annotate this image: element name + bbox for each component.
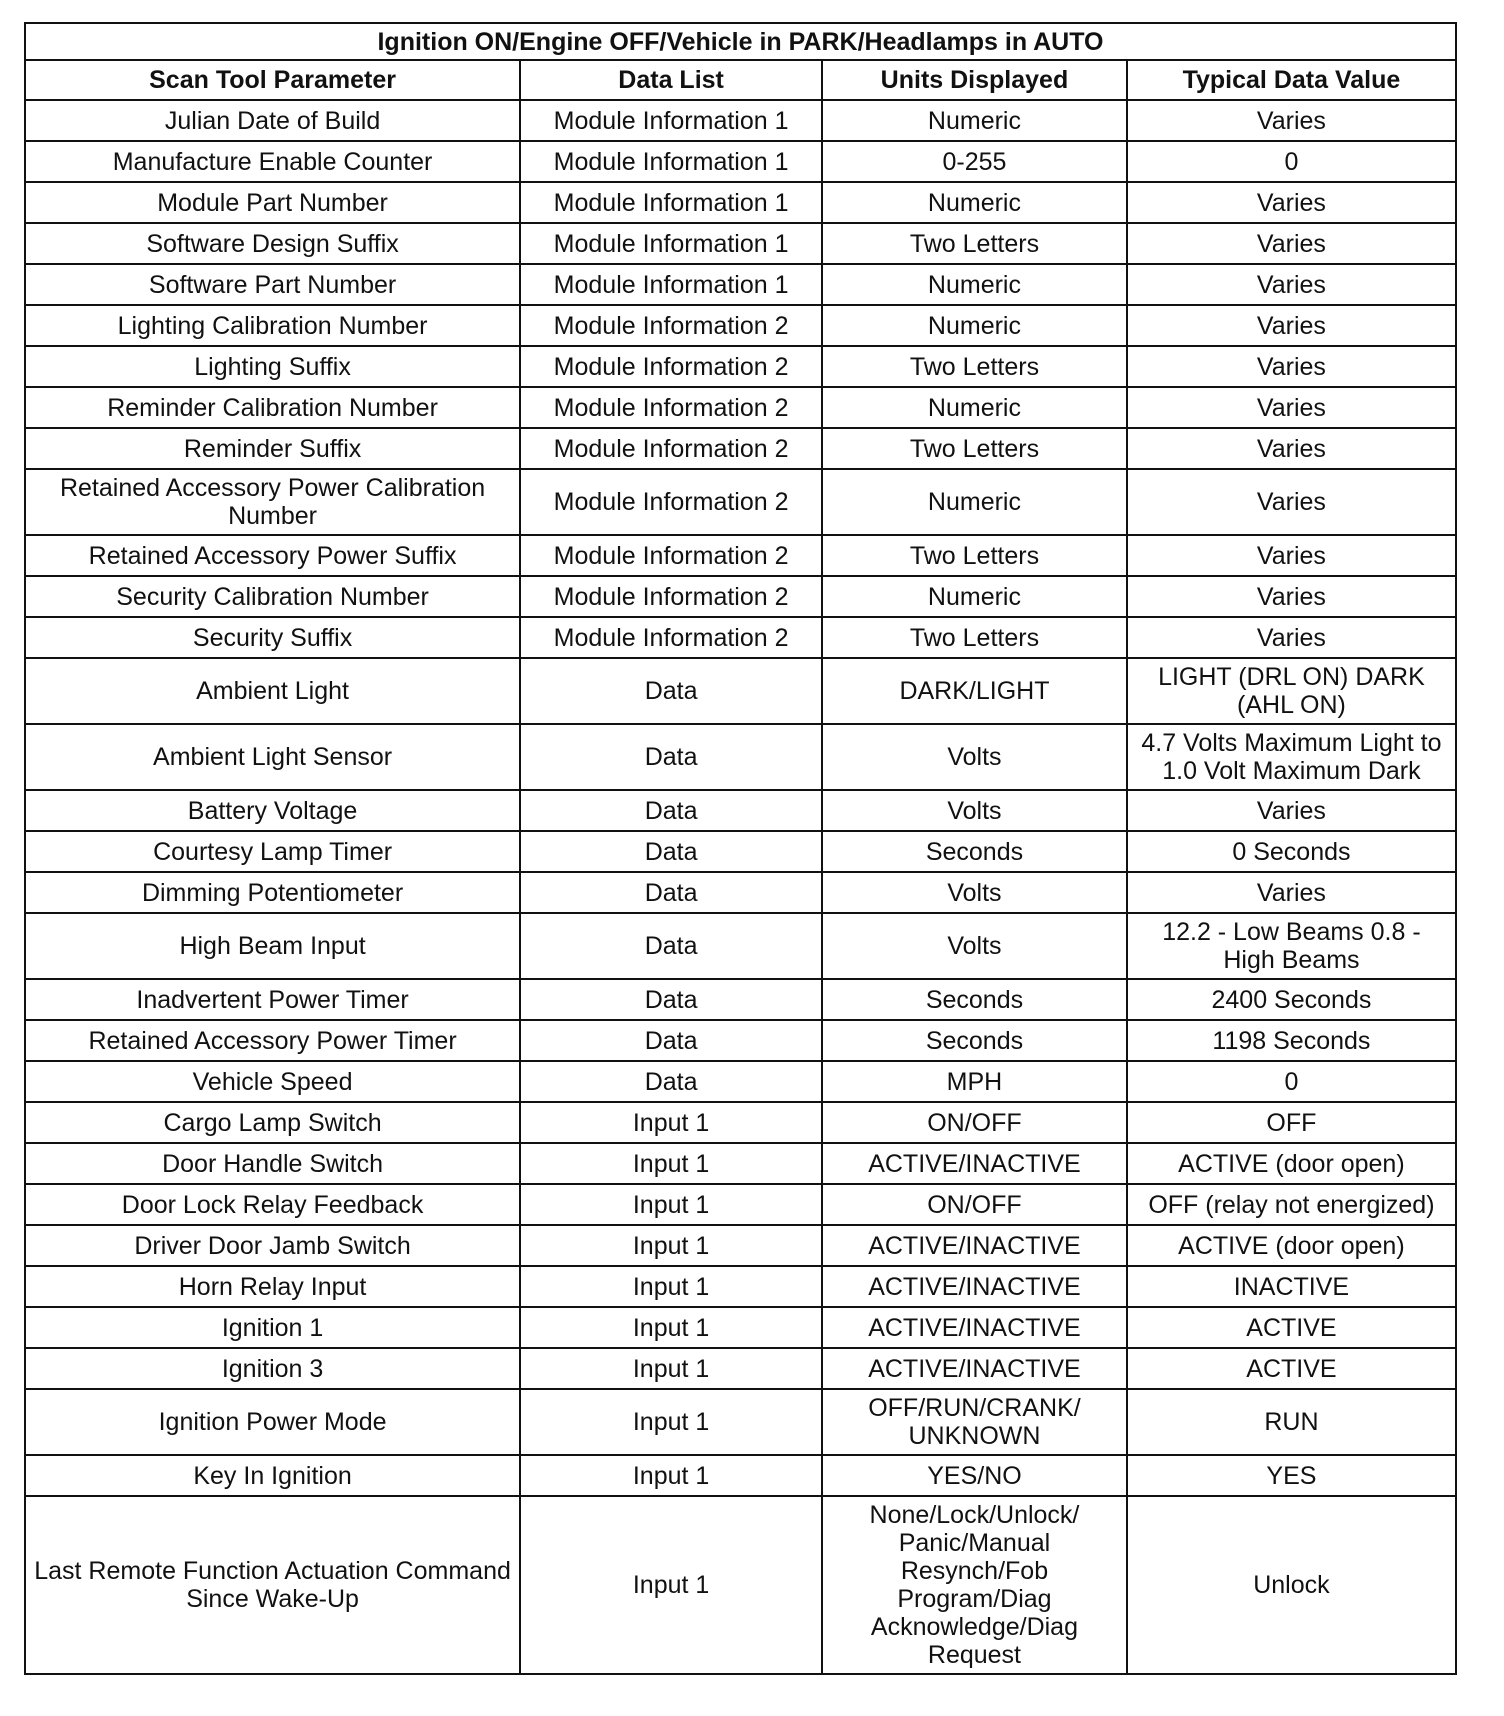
data-list-cell: Input 1 [520,1184,822,1225]
table-body [25,100,1456,1674]
typical-data-value-cell: 0 Seconds [1127,831,1456,872]
data-list-cell: Input 1 [520,1348,822,1389]
table-row [25,1102,1456,1143]
table-row [25,913,1456,979]
header-row [25,60,1456,100]
data-list-cell: Input 1 [520,1307,822,1348]
units-displayed-cell: Numeric [822,264,1127,305]
scan-tool-parameter-cell: Security Suffix [25,617,520,658]
scan-tool-parameter-cell: Ignition Power Mode [25,1389,520,1455]
data-list-cell: Input 1 [520,1389,822,1455]
table-row [25,305,1456,346]
typical-data-value-cell: Varies [1127,346,1456,387]
data-list-cell: Module Information 2 [520,535,822,576]
table-row [25,346,1456,387]
typical-data-value-cell: Varies [1127,223,1456,264]
units-displayed-cell: Two Letters [822,617,1127,658]
data-list-cell: Input 1 [520,1143,822,1184]
data-list-cell: Module Information 1 [520,223,822,264]
typical-data-value-cell: Varies [1127,576,1456,617]
units-displayed-cell: Seconds [822,979,1127,1020]
table-row [25,1143,1456,1184]
units-displayed-cell: Volts [822,790,1127,831]
scan-tool-parameter-cell: Courtesy Lamp Timer [25,831,520,872]
data-list-cell: Input 1 [520,1496,822,1674]
data-list-cell: Module Information 2 [520,617,822,658]
table-row [25,617,1456,658]
table-row [25,979,1456,1020]
table-row [25,387,1456,428]
units-displayed-cell: None/Lock/Unlock/ Panic/Manual Resynch/Fob Program/Diag Acknowledge/Diag Request [822,1496,1127,1674]
scan-tool-parameter-cell: Julian Date of Build [25,100,520,141]
typical-data-value-cell: Varies [1127,790,1456,831]
typical-data-value-cell: Varies [1127,535,1456,576]
data-list-cell: Module Information 2 [520,387,822,428]
typical-data-value-cell: YES [1127,1455,1456,1496]
units-displayed-cell: ON/OFF [822,1102,1127,1143]
scan-tool-parameter-cell: Lighting Suffix [25,346,520,387]
table-row [25,100,1456,141]
scan-tool-parameter-cell: Software Part Number [25,264,520,305]
units-displayed-cell: OFF/RUN/CRANK/ UNKNOWN [822,1389,1127,1455]
scan-tool-parameter-cell: Battery Voltage [25,790,520,831]
units-displayed-cell: ACTIVE/INACTIVE [822,1143,1127,1184]
typical-data-value-cell: Varies [1127,305,1456,346]
data-list-cell: Data [520,831,822,872]
units-displayed-cell: Two Letters [822,346,1127,387]
scan-tool-parameter-cell: Retained Accessory Power Calibration Number [25,469,520,535]
units-displayed-cell: Two Letters [822,223,1127,264]
table-row [25,1455,1456,1496]
data-list-cell: Input 1 [520,1102,822,1143]
table-row [25,1266,1456,1307]
units-displayed-cell: Numeric [822,305,1127,346]
typical-data-value-cell: OFF [1127,1102,1456,1143]
column-header-typical-data-value: Typical Data Value [1127,60,1456,100]
scan-tool-parameter-cell: Ambient Light [25,658,520,724]
typical-data-value-cell: 12.2 - Low Beams 0.8 - High Beams [1127,913,1456,979]
data-list-cell: Module Information 1 [520,264,822,305]
units-displayed-cell: Numeric [822,100,1127,141]
table-row [25,831,1456,872]
typical-data-value-cell: 2400 Seconds [1127,979,1456,1020]
scan-tool-parameter-cell: Cargo Lamp Switch [25,1102,520,1143]
table-row [25,658,1456,724]
scan-tool-parameter-cell: Vehicle Speed [25,1061,520,1102]
data-list-cell: Data [520,913,822,979]
units-displayed-cell: ACTIVE/INACTIVE [822,1266,1127,1307]
table-row [25,1184,1456,1225]
typical-data-value-cell: RUN [1127,1389,1456,1455]
typical-data-value-cell: ACTIVE [1127,1348,1456,1389]
scan-tool-data-table [24,22,1457,1675]
table-row [25,428,1456,469]
scan-tool-parameter-cell: Last Remote Function Actuation Command Since Wake-Up [25,1496,520,1674]
units-displayed-cell: DARK/LIGHT [822,658,1127,724]
data-list-cell: Module Information 1 [520,141,822,182]
data-list-cell: Input 1 [520,1455,822,1496]
data-list-cell: Data [520,724,822,790]
data-list-cell: Input 1 [520,1225,822,1266]
table-row [25,1020,1456,1061]
typical-data-value-cell: ACTIVE [1127,1307,1456,1348]
data-list-cell: Module Information 1 [520,100,822,141]
units-displayed-cell: Seconds [822,831,1127,872]
table-row [25,1307,1456,1348]
table-row [25,1348,1456,1389]
typical-data-value-cell: ACTIVE (door open) [1127,1143,1456,1184]
table-row [25,1389,1456,1455]
units-displayed-cell: Two Letters [822,428,1127,469]
data-list-cell: Module Information 2 [520,469,822,535]
scan-tool-parameter-cell: Module Part Number [25,182,520,223]
table-row [25,576,1456,617]
scan-tool-parameter-cell: Retained Accessory Power Suffix [25,535,520,576]
table-row [25,469,1456,535]
typical-data-value-cell: INACTIVE [1127,1266,1456,1307]
scan-tool-parameter-cell: Ignition 1 [25,1307,520,1348]
scan-tool-parameter-cell: High Beam Input [25,913,520,979]
typical-data-value-cell: 0 [1127,1061,1456,1102]
scan-tool-parameter-cell: Door Handle Switch [25,1143,520,1184]
units-displayed-cell: ACTIVE/INACTIVE [822,1307,1127,1348]
typical-data-value-cell: OFF (relay not energized) [1127,1184,1456,1225]
column-header-scan-tool-parameter: Scan Tool Parameter [25,60,520,100]
typical-data-value-cell: Varies [1127,469,1456,535]
data-list-cell: Module Information 2 [520,428,822,469]
scan-tool-parameter-cell: Door Lock Relay Feedback [25,1184,520,1225]
table-row [25,872,1456,913]
units-displayed-cell: Seconds [822,1020,1127,1061]
table-row [25,790,1456,831]
scan-tool-parameter-cell: Reminder Suffix [25,428,520,469]
typical-data-value-cell: ACTIVE (door open) [1127,1225,1456,1266]
scan-tool-parameter-cell: Reminder Calibration Number [25,387,520,428]
scan-tool-data-sheet [24,22,1457,1675]
units-displayed-cell: ACTIVE/INACTIVE [822,1348,1127,1389]
data-list-cell: Data [520,979,822,1020]
scan-tool-parameter-cell: Security Calibration Number [25,576,520,617]
typical-data-value-cell: 0 [1127,141,1456,182]
typical-data-value-cell: Varies [1127,264,1456,305]
typical-data-value-cell: LIGHT (DRL ON) DARK (AHL ON) [1127,658,1456,724]
typical-data-value-cell: 4.7 Volts Maximum Light to 1.0 Volt Maximum Dark [1127,724,1456,790]
data-list-cell: Module Information 1 [520,182,822,223]
scan-tool-parameter-cell: Ambient Light Sensor [25,724,520,790]
table-row [25,1225,1456,1266]
units-displayed-cell: Two Letters [822,535,1127,576]
scan-tool-parameter-cell: Software Design Suffix [25,223,520,264]
data-list-cell: Data [520,790,822,831]
table-row [25,182,1456,223]
units-displayed-cell: ACTIVE/INACTIVE [822,1225,1127,1266]
typical-data-value-cell: Varies [1127,428,1456,469]
units-displayed-cell: Numeric [822,182,1127,223]
scan-tool-parameter-cell: Retained Accessory Power Timer [25,1020,520,1061]
units-displayed-cell: Volts [822,913,1127,979]
units-displayed-cell: Numeric [822,387,1127,428]
column-header-data-list: Data List [520,60,822,100]
typical-data-value-cell: Unlock [1127,1496,1456,1674]
units-displayed-cell: 0-255 [822,141,1127,182]
table-row [25,535,1456,576]
data-list-cell: Data [520,1020,822,1061]
table-row [25,264,1456,305]
scan-tool-parameter-cell: Ignition 3 [25,1348,520,1389]
units-displayed-cell: YES/NO [822,1455,1127,1496]
units-displayed-cell: Volts [822,724,1127,790]
typical-data-value-cell: Varies [1127,100,1456,141]
data-list-cell: Input 1 [520,1266,822,1307]
scan-tool-parameter-cell: Horn Relay Input [25,1266,520,1307]
data-list-cell: Module Information 2 [520,576,822,617]
units-displayed-cell: Volts [822,872,1127,913]
scan-tool-parameter-cell: Dimming Potentiometer [25,872,520,913]
typical-data-value-cell: Varies [1127,872,1456,913]
data-list-cell: Data [520,658,822,724]
table-row [25,1061,1456,1102]
scan-tool-parameter-cell: Inadvertent Power Timer [25,979,520,1020]
table-row [25,223,1456,264]
table-row [25,141,1456,182]
typical-data-value-cell: 1198 Seconds [1127,1020,1456,1061]
data-list-cell: Module Information 2 [520,305,822,346]
column-header-units-displayed: Units Displayed [822,60,1127,100]
units-displayed-cell: ON/OFF [822,1184,1127,1225]
units-displayed-cell: MPH [822,1061,1127,1102]
typical-data-value-cell: Varies [1127,617,1456,658]
typical-data-value-cell: Varies [1127,182,1456,223]
units-displayed-cell: Numeric [822,576,1127,617]
scan-tool-parameter-cell: Lighting Calibration Number [25,305,520,346]
table-row [25,724,1456,790]
table-row [25,1496,1456,1674]
scan-tool-parameter-cell: Key In Ignition [25,1455,520,1496]
scan-tool-parameter-cell: Driver Door Jamb Switch [25,1225,520,1266]
typical-data-value-cell: Varies [1127,387,1456,428]
table-title: Ignition ON/Engine OFF/Vehicle in PARK/Headlamps in AUTO [24,22,1457,59]
data-list-cell: Data [520,1061,822,1102]
units-displayed-cell: Numeric [822,469,1127,535]
scan-tool-parameter-cell: Manufacture Enable Counter [25,141,520,182]
data-list-cell: Module Information 2 [520,346,822,387]
data-list-cell: Data [520,872,822,913]
